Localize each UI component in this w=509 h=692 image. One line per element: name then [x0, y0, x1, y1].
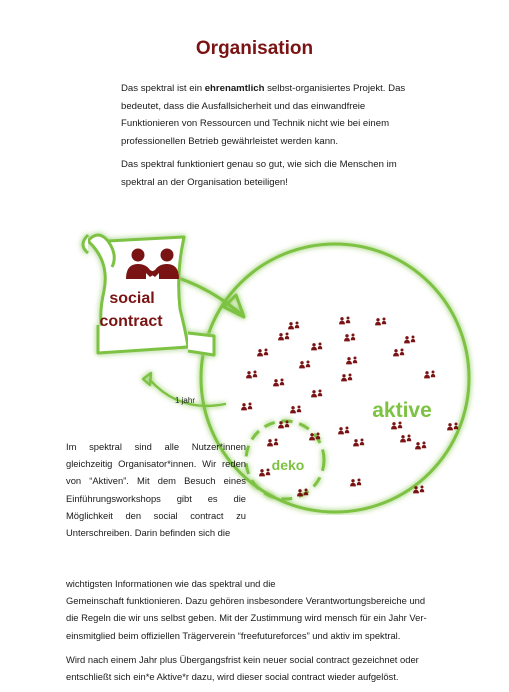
body-line: einsmitglied beim offiziellen Trägerverein “freefutureforces” und aktiv im spektral.: [66, 629, 401, 641]
intro-text-end: selbst-organisiertes Projekt. Das bedeutet, dass die Ausfallsicherheit und das einwandfreie Funktionieren von Ressourcen und Technik nicht wie bei einem professionellen Betrieb gewährleistet werden kann.: [121, 83, 406, 147]
closing-line: entschließt sich ein*e Aktive*r dazu, wird dieser social contract wieder aufgelöst.: [66, 671, 399, 683]
deko-label: deko: [271, 457, 305, 473]
intro-emphasis: ehrenamtlich: [204, 83, 265, 94]
body-line: wichtigsten Informationen wie das spektral und die: [66, 578, 276, 589]
body-paragraph-narrow: Im spektral sind alle Nutzer*innen gleichzeitig Organisator*innen. Wir reden von “Aktiven”. Mit dem Besuch eines Einführungsworkshops gibt es die Möglichkeit den social contract zu Unterschreiben. Darin befinden sich die: [66, 441, 246, 539]
intro-text-start: Das spektral ist ein: [121, 83, 205, 94]
intro-text: [121, 80, 406, 197]
aktive-label: aktive: [372, 399, 432, 422]
closing-line: Wird nach einem Jahr plus Übergangsfrist kein neuer social contract gezeichnet oder: [66, 653, 419, 665]
intro-paragraph-2: Das spektral funktioniert genau so gut, wie sich die Menschen im spektral an der Organisation beteiligen!: [121, 159, 397, 188]
body-line: Gemeinschaft funktionieren. Dazu gehören insbesondere Verantwortungsbereiche und: [66, 595, 426, 607]
page-title: Organisation: [195, 38, 314, 59]
body-line: die Regeln die wir uns selbst geben. Mit der Zustimmung wird mensch für ein Jahr Ver-: [66, 612, 427, 624]
scroll-label-social: social: [109, 290, 155, 307]
scroll-label-contract: contract: [99, 313, 163, 330]
cycle-label: 1 jahr: [174, 396, 196, 405]
intro-paragraph-1: [121, 80, 406, 150]
body-text-full-width: [66, 575, 438, 685]
